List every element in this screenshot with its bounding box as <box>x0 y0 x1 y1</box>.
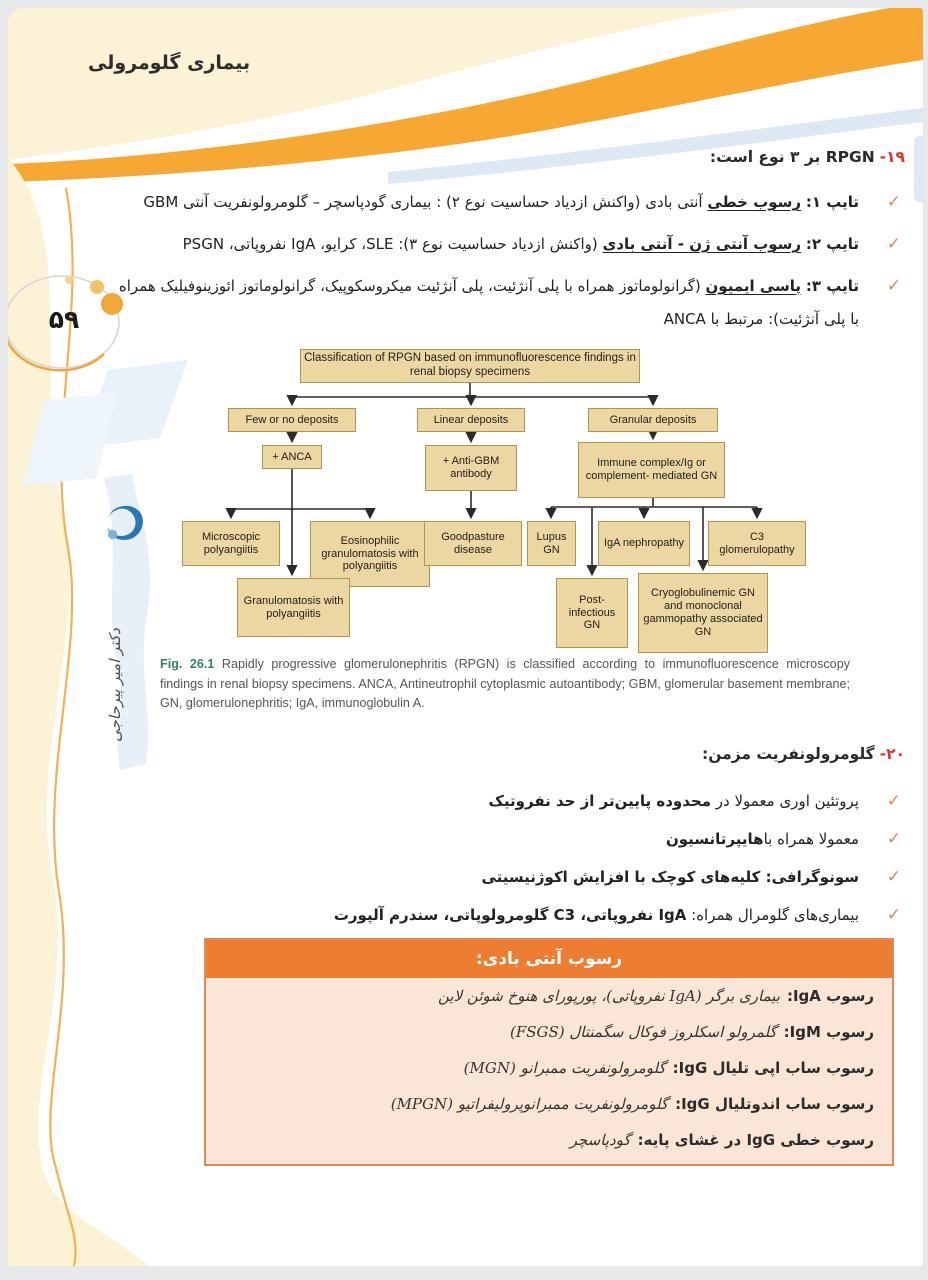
flow-node-cryoglobulinemic-gn: Cryoglobulinemic GN and monoclonal gammopathy associated GN <box>638 573 768 653</box>
flow-node-iga-nephropathy: IgA nephropathy <box>598 521 690 566</box>
right-edge-accent <box>914 136 923 202</box>
check-icon: ✓ <box>886 829 901 849</box>
rpgn-flowchart <box>175 345 820 657</box>
deposit-box-title: رسوب آنتی بادی: <box>206 940 892 978</box>
check-icon: ✓ <box>886 234 901 254</box>
table-row: رسوب IgM: گلمرولو اسکلروز فوکال سگمنتال (FSGS) <box>509 1023 874 1041</box>
flow-node-few-deposits: Few or no deposits <box>228 408 356 432</box>
figure-label: Fig. 26.1 <box>160 657 215 671</box>
table-row: رسوب خطی IgG در غشای پایه: گودپاسچر <box>569 1131 874 1149</box>
table-row: رسوب ساب اپی تلیال IgG: گلومرولونفریت ممبرانو (MGN) <box>463 1059 874 1077</box>
orange-dot <box>90 280 104 294</box>
section-20-checklist <box>108 786 905 938</box>
flow-node-post-infectious-gn: Post- infectious GN <box>556 578 628 648</box>
author-name: دکتر امیر پیرحاجی <box>106 628 124 742</box>
page-number: ۵۹ <box>48 305 80 334</box>
check-icon: ✓ <box>886 905 901 925</box>
check-icon: ✓ <box>886 791 901 811</box>
flow-node-granular-deposits: Granular deposits <box>588 408 718 432</box>
flow-node-anca: + ANCA <box>262 445 322 469</box>
check-icon: ✓ <box>886 867 901 887</box>
flow-node-granulomatosis-polyangiitis: Granulomatosis with polyangiitis <box>237 578 350 637</box>
antibody-deposit-box <box>204 938 894 1166</box>
figure-caption: Fig. 26.1 Rapidly progressive glomerulonephritis (RPGN) is classified according to immunofluorescence microscopy findings in renal biopsy specimens. ANCA, Antineutrophil cytoplasmic autoantibody; GBM, glomerular basement membrane; GN, glomerulonephritis; IgA, immunoglobulin A. <box>160 657 850 711</box>
book-page <box>8 8 923 1266</box>
flow-node-immune-complex: Immune complex/Ig or complement- mediated GN <box>578 442 725 498</box>
table-row: رسوب IgA: بیماری برگر (IgA نفروپاتی)، پورپورای هنوخ شوئن لاین <box>437 987 874 1005</box>
section-19-checklist <box>108 186 905 345</box>
section-20-heading: ۲۰- گلومرولونفریت مزمن: <box>702 745 905 763</box>
flow-node-anti-gbm: + Anti-GBM antibody <box>425 445 517 491</box>
flow-node-microscopic-polyangiitis: Microscopic polyangiitis <box>182 521 280 566</box>
list-item: ✓ پروتئین اوری معمولا در محدوده پایین‌تر از حد نفروتیک <box>108 786 905 816</box>
flow-node-eosinophilic-granulomatosis: Eosinophilic granulomatosis with polyangiitis <box>310 521 430 587</box>
list-item: ✓ تایپ ۲: رسوب آنتی ژن - آنتی بادی (واکنش ازدیاد حساسیت نوع ۳): SLE، کرایو، IgA نفروپاتی، PSGN <box>108 228 905 261</box>
flow-node-lupus-gn: Lupus GN <box>527 521 576 566</box>
list-item: ✓ تایپ ۳: پاسی ایمیون (گرانولوماتوز همراه با پلی آنژئیت، پلی آنژئیت میکروسکوپیک، گرانولوماتوز ائوزینوفیلیک همراه با پلی آنژئیت): مرتبط با ANCA <box>108 270 905 336</box>
flow-node-c3-glomerulopathy: C3 glomerulopathy <box>708 521 806 566</box>
list-item: ✓ معمولا همراه باهایپرتانسیون <box>108 824 905 854</box>
list-item: ✓ بیماری‌های گلومرال همراه: IgA نفروپاتی، C3 گلومرولوپاتی، سندرم آلپورت <box>108 900 905 930</box>
table-row: رسوب ساب اندوتلیال IgG: گلومرولونفریت ممبرانوپرولیفراتیو (MPGN) <box>390 1095 874 1113</box>
flow-node-goodpasture: Goodpasture disease <box>424 521 522 566</box>
check-icon: ✓ <box>886 276 901 296</box>
flow-node-root: Classification of RPGN based on immunofluorescence findings in renal biopsy specimens <box>300 349 640 383</box>
list-item: ✓ تایپ ۱: رسوب خطی آنتی بادی (واکنش ازدیاد حساسیت نوع ۲) : بیماری گودپاسچر – گلومرولونفریت آنتی GBM <box>108 186 905 219</box>
orange-dot <box>65 276 73 284</box>
publisher-logo-icon <box>100 502 146 548</box>
page-title: بیماری گلومرولی <box>88 52 251 74</box>
section-20-number: ۲۰- <box>879 745 905 763</box>
check-icon: ✓ <box>886 192 901 212</box>
section-19-heading: ۱۹- RPGN بر ۳ نوع است: <box>709 148 905 166</box>
list-item: ✓ سونوگرافی: کلیه‌های کوچک با افزایش اکوژنیسیتی <box>108 862 905 892</box>
flow-node-linear-deposits: Linear deposits <box>417 408 525 432</box>
section-19-number: ۱۹- <box>879 148 905 166</box>
